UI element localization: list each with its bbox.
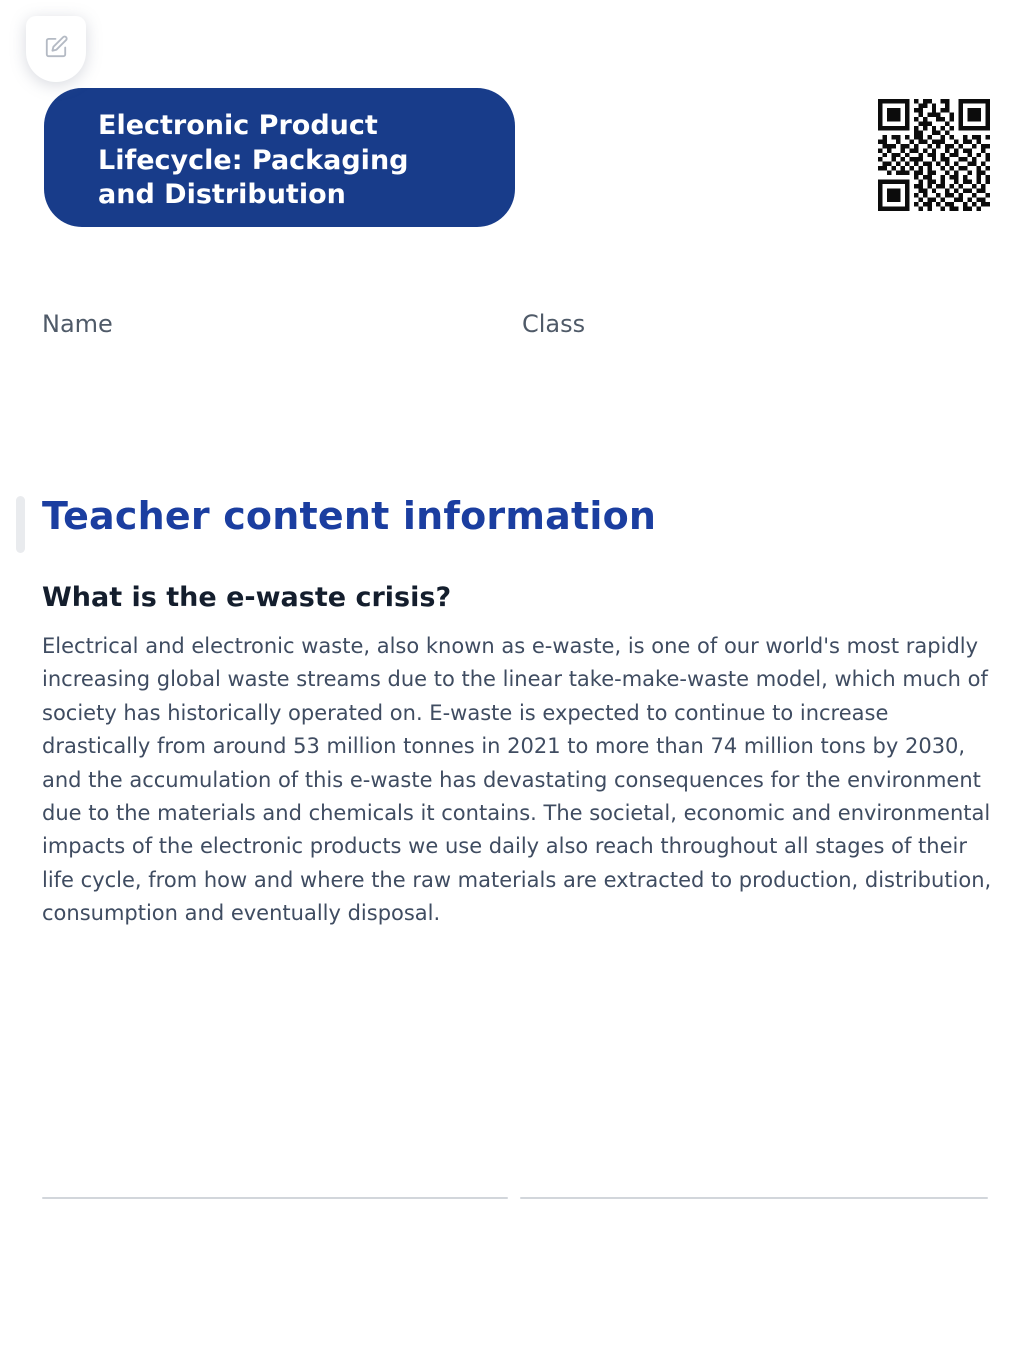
- name-write-line: [42, 1197, 508, 1199]
- worksheet-title-banner: [44, 88, 515, 227]
- article-body: Electrical and electronic waste, also known as e-waste, is one of our world's most rapidly increasing global waste streams due to the linear take-make-waste model, which much of society has historically operated on. E-waste is expected to continue to increase drastically from around 53 million tonnes in 2021 to more than 74 million tons by 2030, and the accumulation of this e-waste has devastating consequences for the environment due to the materials and chemicals it contains. The societal, economic and environmental impacts of the electronic products we use daily also reach throughout all stages of their life cycle, from how and where the raw materials are extracted to production, distribution, consumption and eventually disposal.: [42, 634, 992, 926]
- name-label: Name: [42, 310, 113, 338]
- edit-button[interactable]: [26, 16, 86, 82]
- class-label: Class: [522, 310, 586, 338]
- section-accent-bar: [16, 496, 25, 553]
- edit-pencil-icon: [43, 34, 69, 64]
- class-write-line: [520, 1197, 988, 1199]
- article-subheading: What is the e-waste crisis?: [42, 582, 452, 613]
- section-heading: Teacher content information: [42, 494, 657, 538]
- qr-code: [878, 99, 990, 211]
- worksheet-title: Electronic Product Lifecycle: Packaging and Distribution: [98, 110, 409, 210]
